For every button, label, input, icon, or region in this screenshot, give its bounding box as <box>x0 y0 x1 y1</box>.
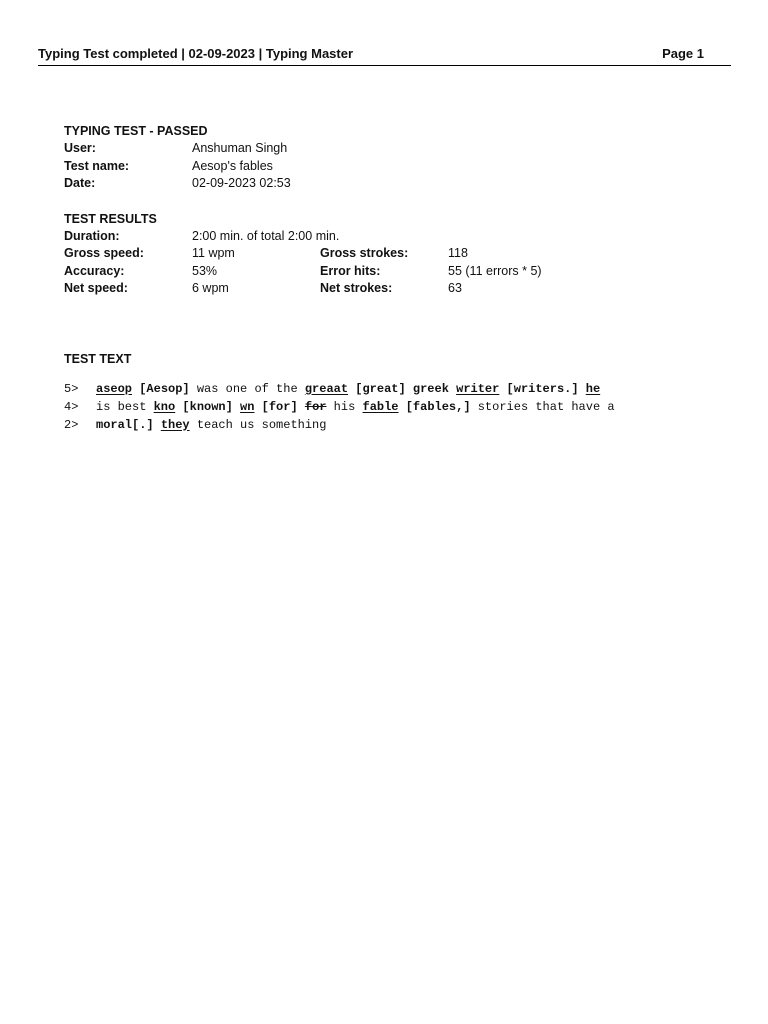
page-number: Page 1 <box>662 46 704 61</box>
correction-text: [Aesop] <box>139 381 190 396</box>
test-text-heading: TEST TEXT <box>64 351 132 366</box>
typed-text: stories that have a <box>470 399 615 414</box>
line-error-count: 2> <box>64 417 79 432</box>
typed-text <box>499 382 506 396</box>
typing-error: greaat <box>304 381 349 396</box>
net-speed-label: Net speed: <box>64 281 128 295</box>
accuracy-value: 53% <box>192 263 218 278</box>
correction-text: [great] <box>355 381 406 396</box>
correction-text: [writers.] <box>506 381 579 396</box>
test-name-value: Aesop's fables <box>192 158 273 173</box>
gross-speed-value: 11 wpm <box>192 246 235 260</box>
duration-label: Duration: <box>64 228 120 243</box>
test-text-line <box>64 398 724 416</box>
duration-row <box>64 228 724 246</box>
net-speed-value: 6 wpm <box>192 281 229 295</box>
correction-text: [known] <box>182 399 233 414</box>
typed-text: is best <box>96 399 154 414</box>
typed-text: teach us something <box>189 417 327 432</box>
line-text <box>96 416 326 434</box>
date-label: Date: <box>64 176 96 190</box>
typing-error: fable <box>362 399 399 414</box>
duration-value: 2:00 min. of total 2:00 min. <box>192 228 340 243</box>
extra-text: for <box>304 399 327 414</box>
accuracy-label: Accuracy: <box>64 263 125 278</box>
user-value: Anshuman Singh <box>192 141 288 155</box>
typing-error: writer <box>456 381 500 396</box>
typed-text <box>579 382 586 396</box>
report-title: Typing Test completed | 02-09-2023 | Typing Master <box>38 46 354 61</box>
page-header <box>38 45 731 66</box>
typing-error: wn <box>240 399 255 414</box>
typed-text <box>233 400 240 414</box>
line-error-count: 4> <box>64 399 79 414</box>
typing-error: they <box>160 417 190 432</box>
typed-text <box>254 400 261 414</box>
user-row <box>64 140 724 158</box>
typed-text <box>406 382 413 396</box>
error-hits-value: 55 (11 errors * 5) <box>448 263 542 278</box>
net-speed-row <box>64 280 724 298</box>
correction-text: moral[.] <box>96 417 154 432</box>
net-strokes-label: Net strokes: <box>320 281 393 295</box>
test-name-label: Test name: <box>64 158 130 173</box>
typed-text <box>298 400 305 414</box>
user-label: User: <box>64 141 96 155</box>
test-text-block <box>64 380 724 434</box>
correction-text: [fables,] <box>405 399 471 414</box>
typed-text <box>399 400 406 414</box>
typing-error: he <box>585 381 601 396</box>
date-value: 02-09-2023 02:53 <box>192 176 291 190</box>
typing-error: kno <box>153 399 176 414</box>
gross-speed-label: Gross speed: <box>64 246 144 260</box>
accuracy-row <box>64 263 724 281</box>
test-text-line <box>64 416 724 434</box>
error-hits-label: Error hits: <box>320 263 381 278</box>
test-status-heading: TYPING TEST - PASSED <box>64 124 208 138</box>
gross-speed-row <box>64 245 724 263</box>
test-name-row <box>64 158 724 176</box>
test-results-heading: TEST RESULTS <box>64 211 157 226</box>
date-row <box>64 175 724 193</box>
report-body <box>64 122 724 434</box>
correction-text: [for] <box>261 399 298 414</box>
gross-strokes-label: Gross strokes: <box>320 246 409 260</box>
typed-text: was one of the <box>189 381 305 396</box>
line-error-count: 5> <box>64 381 79 396</box>
typed-text <box>154 418 161 432</box>
typing-error: aseop <box>96 381 133 396</box>
net-strokes-value: 63 <box>448 281 462 295</box>
correction-text: greek <box>412 381 449 396</box>
line-text <box>96 398 615 416</box>
gross-strokes-value: 118 <box>448 246 468 260</box>
typed-text: his <box>326 399 363 414</box>
test-text-line <box>64 380 724 398</box>
line-text <box>96 380 600 398</box>
